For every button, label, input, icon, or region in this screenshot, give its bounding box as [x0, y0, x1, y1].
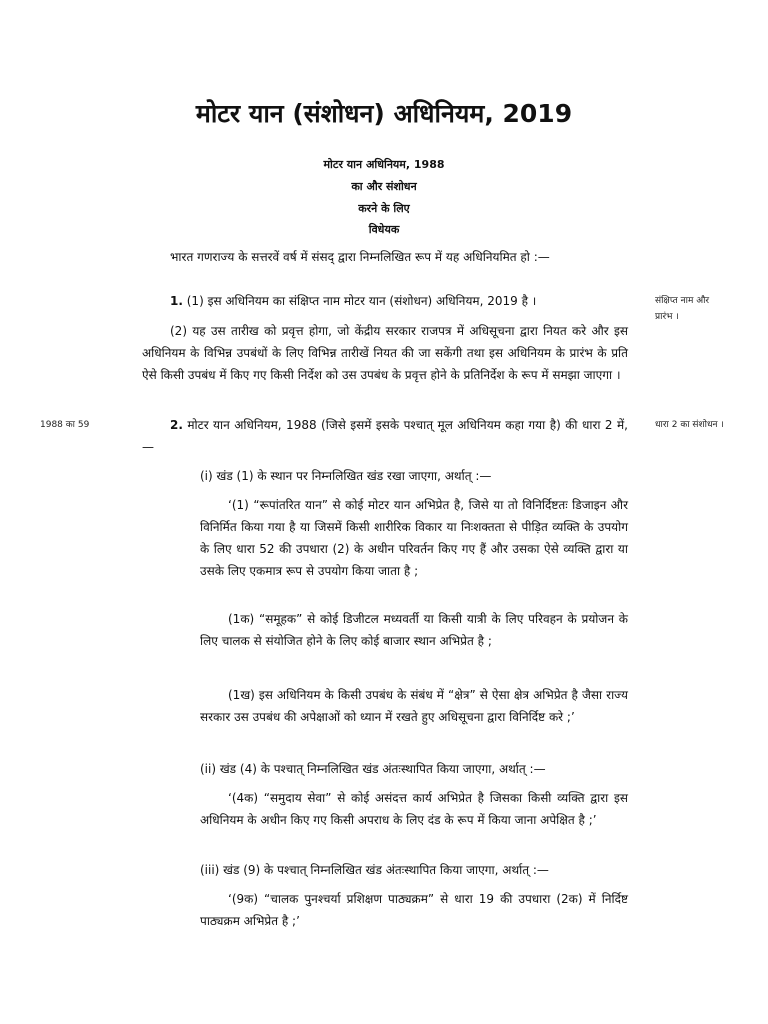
- enacting-formula: भारत गणराज्य के सत्तरवें वर्ष में संसद् द्वारा निम्नलिखित रूप में यह अधिनियमित हो :—: [170, 250, 550, 264]
- definition-1: ‘(1) “रूपांतरित यान” से कोई मोटर यान अभिप्रेत है, जिसे या तो विनिर्दिष्टतः डिजाइन और विनिर्मित किया गया है या जिसमें किसी शारीरिक विकार या निःशक्तता से पीड़ित व्यक्ति के उपयोग के लिए धारा 52 की उपधारा (2) के अधीन परिवर्तन किए गए हैं और उसका ऐसे व्यक्ति द्वारा या उसके लिए एकमात्र रूप से उपयोग किया जाता है ;: [200, 498, 628, 578]
- section-2-intro-text: मोटर यान अधिनियम, 1988 (जिसे इसमें इसके पश्चात् मूल अधिनियम कहा गया है) की धारा 2 में,—: [142, 418, 628, 454]
- definition-4k: ‘(4क) “समुदाय सेवा” से कोई असंदत्त कार्य अभिप्रेत है जिसका किसी व्यक्ति द्वारा इस अधिनियम के अधीन किए गए किसी अपराध के लिए दंड के रूप में किया जाना अपेक्षित है ;’: [200, 791, 628, 827]
- section-2-left-note: 1988 का 59: [40, 420, 90, 430]
- section-1-sub-1-text: (1) इस अधिनियम का संक्षिप्त नाम मोटर यान (संशोधन) अधिनियम, 2019 है ।: [186, 294, 537, 308]
- definition-1kh: (1ख) इस अधिनियम के किसी उपबंध के संबंध में “क्षेत्र” से ऐसा क्षेत्र अभिप्रेत है जैसा राज्य सरकार उस उपबंध की अपेक्षाओं को ध्यान में रखते हुए अधिसूचना द्वारा विनिर्दिष्ट करे ;’: [200, 688, 628, 724]
- section-2-item-iii: (iii) खंड (9) के पश्चात् निम्नलिखित खंड अंतःस्थापित किया जाएगा, अर्थात् :—: [200, 863, 549, 877]
- section-1-number: 1.: [170, 294, 183, 308]
- definition-9k: ‘(9क) “चालक पुनश्चर्या प्रशिक्षण पाठ्यक्रम” से धारा 19 की उपधारा (2क) में निर्दिष्ट पाठ्यक्रम अभिप्रेत है ;’: [200, 892, 628, 928]
- section-1-sub-2: (2) यह उस तारीख को प्रवृत्त होगा, जो केंद्रीय सरकार राजपत्र में अधिसूचना द्वारा नियत करे और इस अधिनियम के विभिन्न उपबंधों के लिए विभिन्न तारीखें नियत की जा सकेंगी तथा इस अधिनियम के प्रारंभ के प्रति ऐसे किसी उपबंध में किए गए किसी निर्देश को उस उपबंध के प्रवृत्त होने के प्रतिनिर्देश के रूप में समझा जाएगा ।: [142, 324, 628, 382]
- document-title: मोटर यान (संशोधन) अधिनियम, 2019: [195, 99, 573, 128]
- subtitle-line-2: का और संशोधन: [351, 180, 417, 193]
- subtitle-line-4: विधेयक: [368, 223, 400, 236]
- definition-1k: (1क) “समूहक” से कोई डिजीटल मध्यवर्ती या किसी यात्री के लिए परिवहन के प्रयोजन के लिए चालक से संयोजित होने के लिए कोई बाजार स्थान अभिप्रेत है ;: [200, 612, 628, 648]
- section-2-item-ii: (ii) खंड (4) के पश्चात् निम्नलिखित खंड अंतःस्थापित किया जाएगा, अर्थात् :—: [200, 762, 546, 776]
- section-2-item-i: (i) खंड (1) के स्थान पर निम्नलिखित खंड रखा जाएगा, अर्थात् :—: [200, 469, 492, 483]
- section-2-margin-note: धारा 2 का संशोधन ।: [655, 420, 724, 430]
- subtitle-line-1: मोटर यान अधिनियम, 1988: [323, 158, 445, 171]
- section-2-intro: [142, 414, 628, 458]
- section-2-number: 2.: [170, 418, 183, 432]
- subtitle-line-3: करने के लिए: [358, 202, 410, 215]
- section-1-sub-1: [142, 290, 628, 312]
- section-1-margin-note: संक्षिप्त नाम और प्रारंभ ।: [655, 296, 710, 322]
